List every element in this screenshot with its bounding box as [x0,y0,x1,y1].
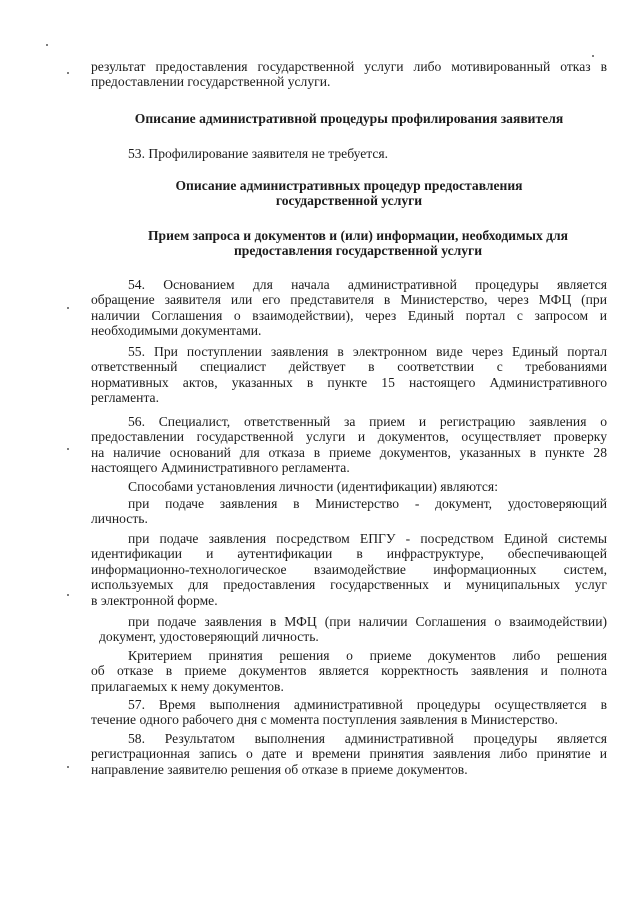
text-line: предоставлении государственной услуги и документов, осуществляет проверку [91,429,607,445]
paragraph-epgu [91,531,607,608]
text-line: направление заявителю решения об отказе в приеме документов. [91,761,468,777]
text-line: регламента. [91,390,159,406]
text-line: Способами установления личности (идентификации) являются: [128,479,498,494]
subsection-heading [109,228,607,259]
text-line: идентификации и аутентификации в инфраструктуре, обеспечивающей [91,546,607,562]
paragraph-58 [91,731,607,777]
text-line: используемых для предоставления государственных и муниципальных услуг [91,577,607,593]
text-line: при подаче заявления в Министерство - документ, удостоверяющий [128,496,607,511]
text-line: 56. Специалист, ответственный за прием и регистрацию заявления о [128,414,607,429]
text-line: Критерием принятия решения о приеме документов либо решения [128,648,607,663]
text-line: об отказе в приеме документов является корректность заявления и полнота [91,663,607,679]
scan-speck [67,594,69,596]
paragraph-56 [91,414,607,476]
heading-line: государственной услуги [275,193,423,209]
paragraph-54 [91,277,607,339]
text-line: обращение заявителя или его представителя в Министерство, через МФЦ (при [91,292,607,308]
section-heading: Описание административной процедуры профилирования заявителя [134,111,564,126]
heading-line: предоставления государственной услуги [233,243,483,259]
scan-speck [67,448,69,450]
section-heading [91,178,607,209]
text-line: необходимыми документами. [91,323,262,339]
paragraph-ministry [91,496,607,527]
heading-line: Прием запроса и документов и (или) информации, необходимых для [147,228,569,243]
text-line: информационно-технологическое взаимодействие информационных систем, [91,561,607,577]
text-line: ответственный специалист действует в соответствии с требованиями [91,359,607,375]
text-line: 53. Профилирование заявителя не требуется. [128,146,389,161]
paragraph-mfc [91,614,607,645]
continuation-paragraph [91,59,607,90]
text-line: прилагаемых к нему документов. [91,678,284,694]
text-line: 57. Время выполнения административной процедуры осуществляется в [128,697,607,712]
text-line: нормативных актов, указанных в пункте 15 настоящего Административного [91,374,607,390]
text-line: течение одного рабочего дня с момента поступления заявления в Министерство. [91,712,558,728]
text-line: предоставлении государственной услуги. [91,74,331,90]
scan-speck [46,44,48,46]
paragraph-53 [91,146,607,161]
scan-speck [67,766,69,768]
heading-line: Описание административных процедур предоставления [175,178,523,193]
text-line: наличии Соглашения о взаимодействии), через Единый портал с запросом и [91,307,607,323]
text-line: документ, удостоверяющий личность. [99,629,319,645]
paragraph-identification [91,479,607,494]
text-line: в электронной форме. [91,592,218,608]
text-line: при подаче заявления в МФЦ (при наличии Соглашения о взаимодействии) [128,614,607,629]
text-line: при подаче заявления посредством ЕПГУ - посредством Единой системы [128,531,607,546]
text-line: на наличие оснований для отказа в приеме документов, указанных в пункте 28 [91,444,607,460]
scan-speck [67,72,69,74]
scan-speck [67,307,69,309]
paragraph-57 [91,697,607,728]
scan-speck [592,55,594,57]
text-line: личность. [91,511,148,527]
text-line: 58. Результатом выполнения административной процедуры является [128,731,607,746]
text-line: настоящего Административного регламента. [91,460,350,476]
paragraph-55 [91,344,607,406]
text-line: 54. Основанием для начала административной процедуры является [128,277,607,292]
text-line: 55. При поступлении заявления в электронном виде через Единый портал [128,344,607,359]
text-line: регистрационная запись о дате и времени принятия заявления либо принятие и [91,746,607,762]
paragraph-criteria [91,648,607,694]
text-line: результат предоставления государственной услуги либо мотивированный отказ в [91,59,607,74]
